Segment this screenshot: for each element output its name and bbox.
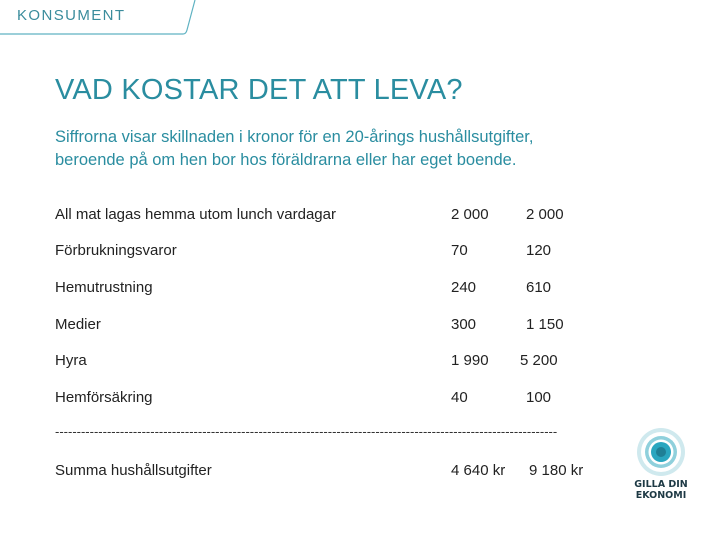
target-circle-icon xyxy=(630,427,692,479)
expense-row-home-equipment xyxy=(55,279,615,301)
expense-value-own: 1 150 xyxy=(526,316,564,333)
expense-label: Hemförsäkring xyxy=(55,389,153,406)
expense-row-consumables xyxy=(55,242,615,264)
expense-row-insurance xyxy=(55,389,615,411)
expense-value-parents: 1 990 xyxy=(451,352,489,369)
expense-value-own: 2 000 xyxy=(526,206,564,223)
expense-value-parents: 240 xyxy=(451,279,477,296)
logo-text xyxy=(630,479,692,501)
expense-value-parents: 40 xyxy=(451,389,468,406)
section-label: KONSUMENT xyxy=(17,7,126,24)
expense-value-own: 120 xyxy=(526,242,552,259)
page-subtitle xyxy=(55,126,655,172)
expense-row-rent xyxy=(55,352,615,374)
expense-label: Förbrukningsvaror xyxy=(55,242,177,259)
gilla-din-ekonomi-logo xyxy=(630,427,692,509)
expense-value-parents: 2 000 xyxy=(451,206,489,223)
expense-value-own: 610 xyxy=(526,279,552,296)
dashed-divider: -------------------------------------------------------------------------------------------------------------------- xyxy=(55,424,558,439)
expense-value-parents: 300 xyxy=(451,316,477,333)
expense-value-parents: 70 xyxy=(451,242,468,259)
total-row xyxy=(55,462,615,484)
expense-value-own: 5 200 xyxy=(520,352,558,369)
expense-label: Hemutrustning xyxy=(55,279,153,296)
expense-label: All mat lagas hemma utom lunch vardagar xyxy=(55,206,336,223)
expense-value-own: 100 xyxy=(526,389,552,406)
expense-row-media xyxy=(55,316,615,338)
subtitle-line-2: beroende på om hen bor hos föräldrarna eller har eget boende. xyxy=(55,151,517,169)
expense-label: Medier xyxy=(55,316,101,333)
expense-row-food xyxy=(55,206,615,228)
expense-label: Hyra xyxy=(55,352,87,369)
logo-text-line-2: EKONOMI xyxy=(635,490,687,501)
total-value-own: 9 180 kr xyxy=(529,462,584,479)
page-title: VAD KOSTAR DET ATT LEVA? xyxy=(55,74,463,106)
total-label: Summa hushållsutgifter xyxy=(55,462,212,479)
subtitle-line-1: Siffrorna visar skillnaden i kronor för en 20-årings hushållsutgifter, xyxy=(55,128,534,146)
total-value-parents: 4 640 kr xyxy=(451,462,506,479)
logo-text-line-1: GILLA DIN xyxy=(634,479,688,490)
